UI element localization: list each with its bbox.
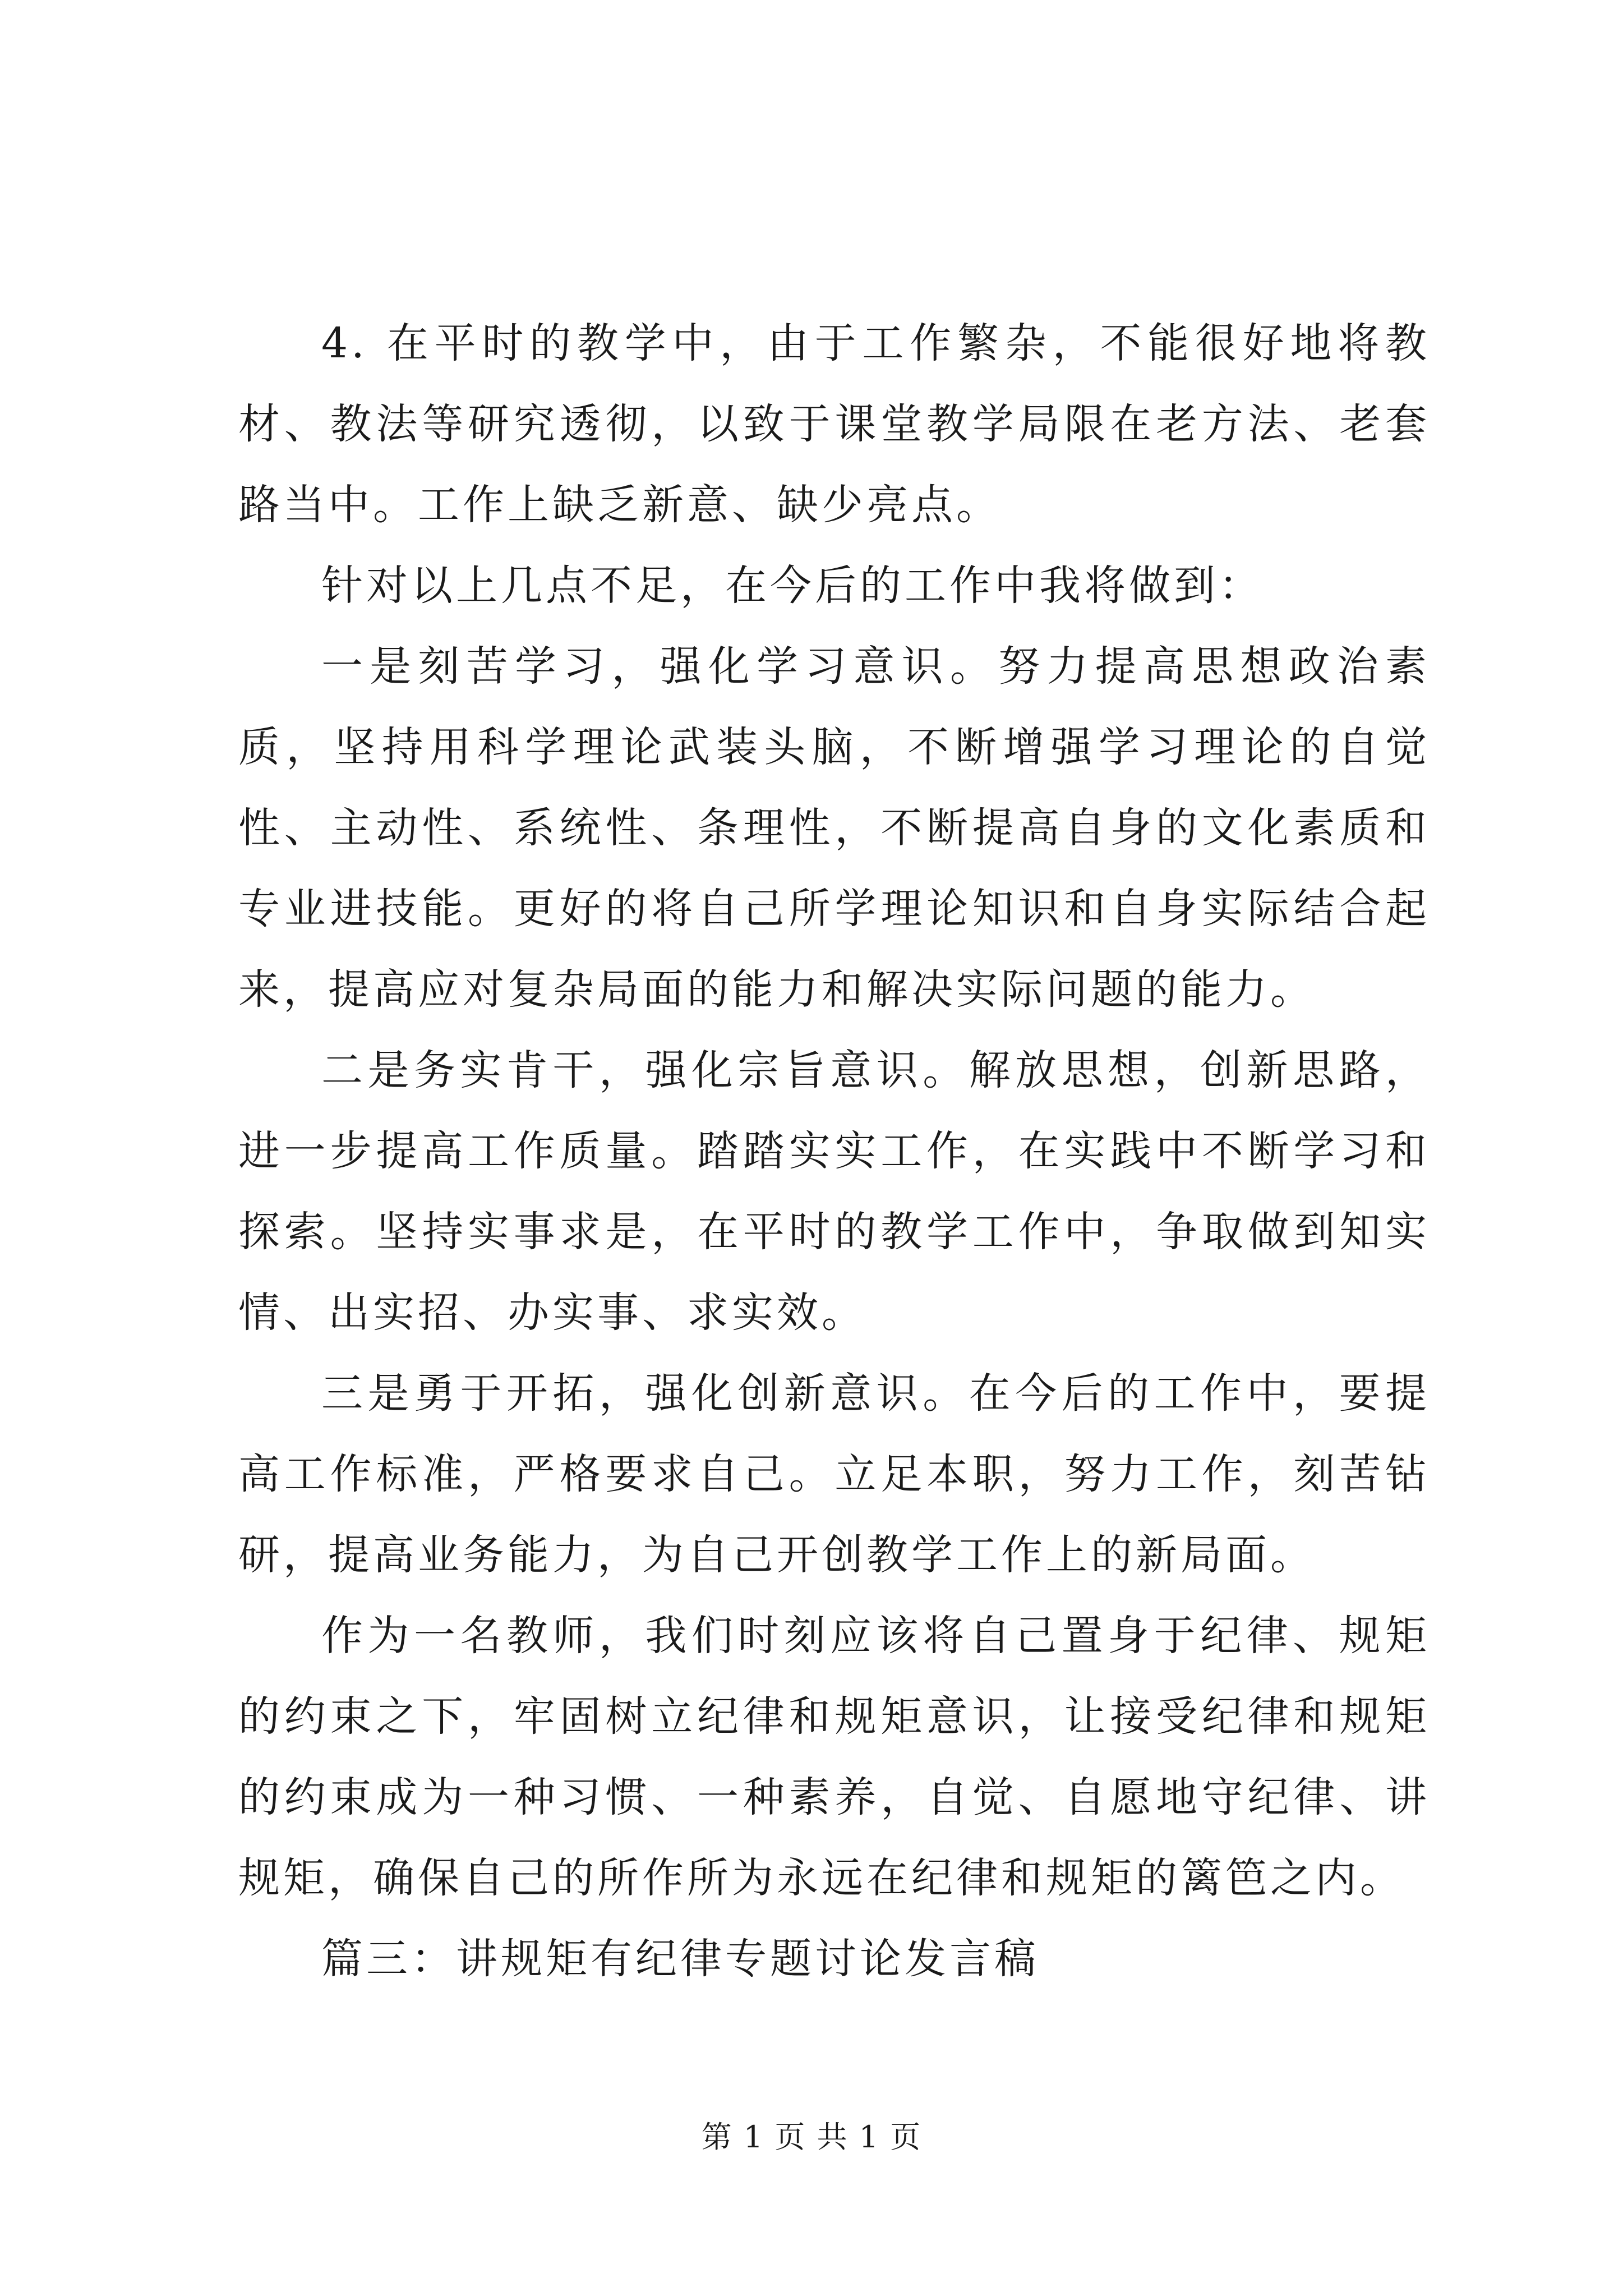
paragraph-item-4-summary: 4. 在平时的教学中，由于工作繁杂，不能很好地将教材、教法等研究透彻，以致于课堂教学局限在老方法、老套路当中。工作上缺乏新意、缺少亮点。	[238, 319, 1430, 529]
page-number-label: 第 1 页 共 1 页	[701, 2119, 922, 2155]
page-footer	[0, 2118, 1623, 2157]
section-heading-part-three: 篇三：讲规矩有纪律专题讨论发言稿	[321, 1935, 1039, 1983]
paragraph-conclusion: 作为一名教师，我们时刻应该将自己置身于纪律、规矩的约束之下，牢固树立纪律和规矩意识，让接受纪律和规矩的约束成为一种习惯、一种素养，自觉、自愿地守纪律、讲规矩，确保自己的所作所为永远在纪律和规矩的篱笆之内。	[238, 1612, 1430, 1902]
paragraph-measure-practical: 二是务实肯干，强化宗旨意识。解放思想，创新思路，进一步提高工作质量。踏踏实实工作，在实践中不断学习和探索。坚持实事求是，在平时的教学工作中，争取做到知实情、出实招、办实事、求实效。	[238, 1046, 1430, 1337]
paragraph-measure-innovation: 三是勇于开拓，强化创新意识。在今后的工作中，要提高工作标准，严格要求自己。立足本职，努力工作，刻苦钻研，提高业务能力，为自己开创教学工作上的新局面。	[238, 1369, 1430, 1579]
paragraph-intro-measures: 针对以上几点不足，在今后的工作中我将做到：	[321, 562, 1264, 610]
paragraph-measure-study: 一是刻苦学习，强化学习意识。努力提高思想政治素质，坚持用科学理论武装头脑，不断增强学习理论的自觉性、主动性、系统性、条理性，不断提高自身的文化素质和专业进技能。更好的将自己所学理论知识和自身实际结合起来，提高应对复杂局面的能力和解决实际问题的能力。	[238, 642, 1430, 1014]
document-body	[238, 303, 1430, 1999]
